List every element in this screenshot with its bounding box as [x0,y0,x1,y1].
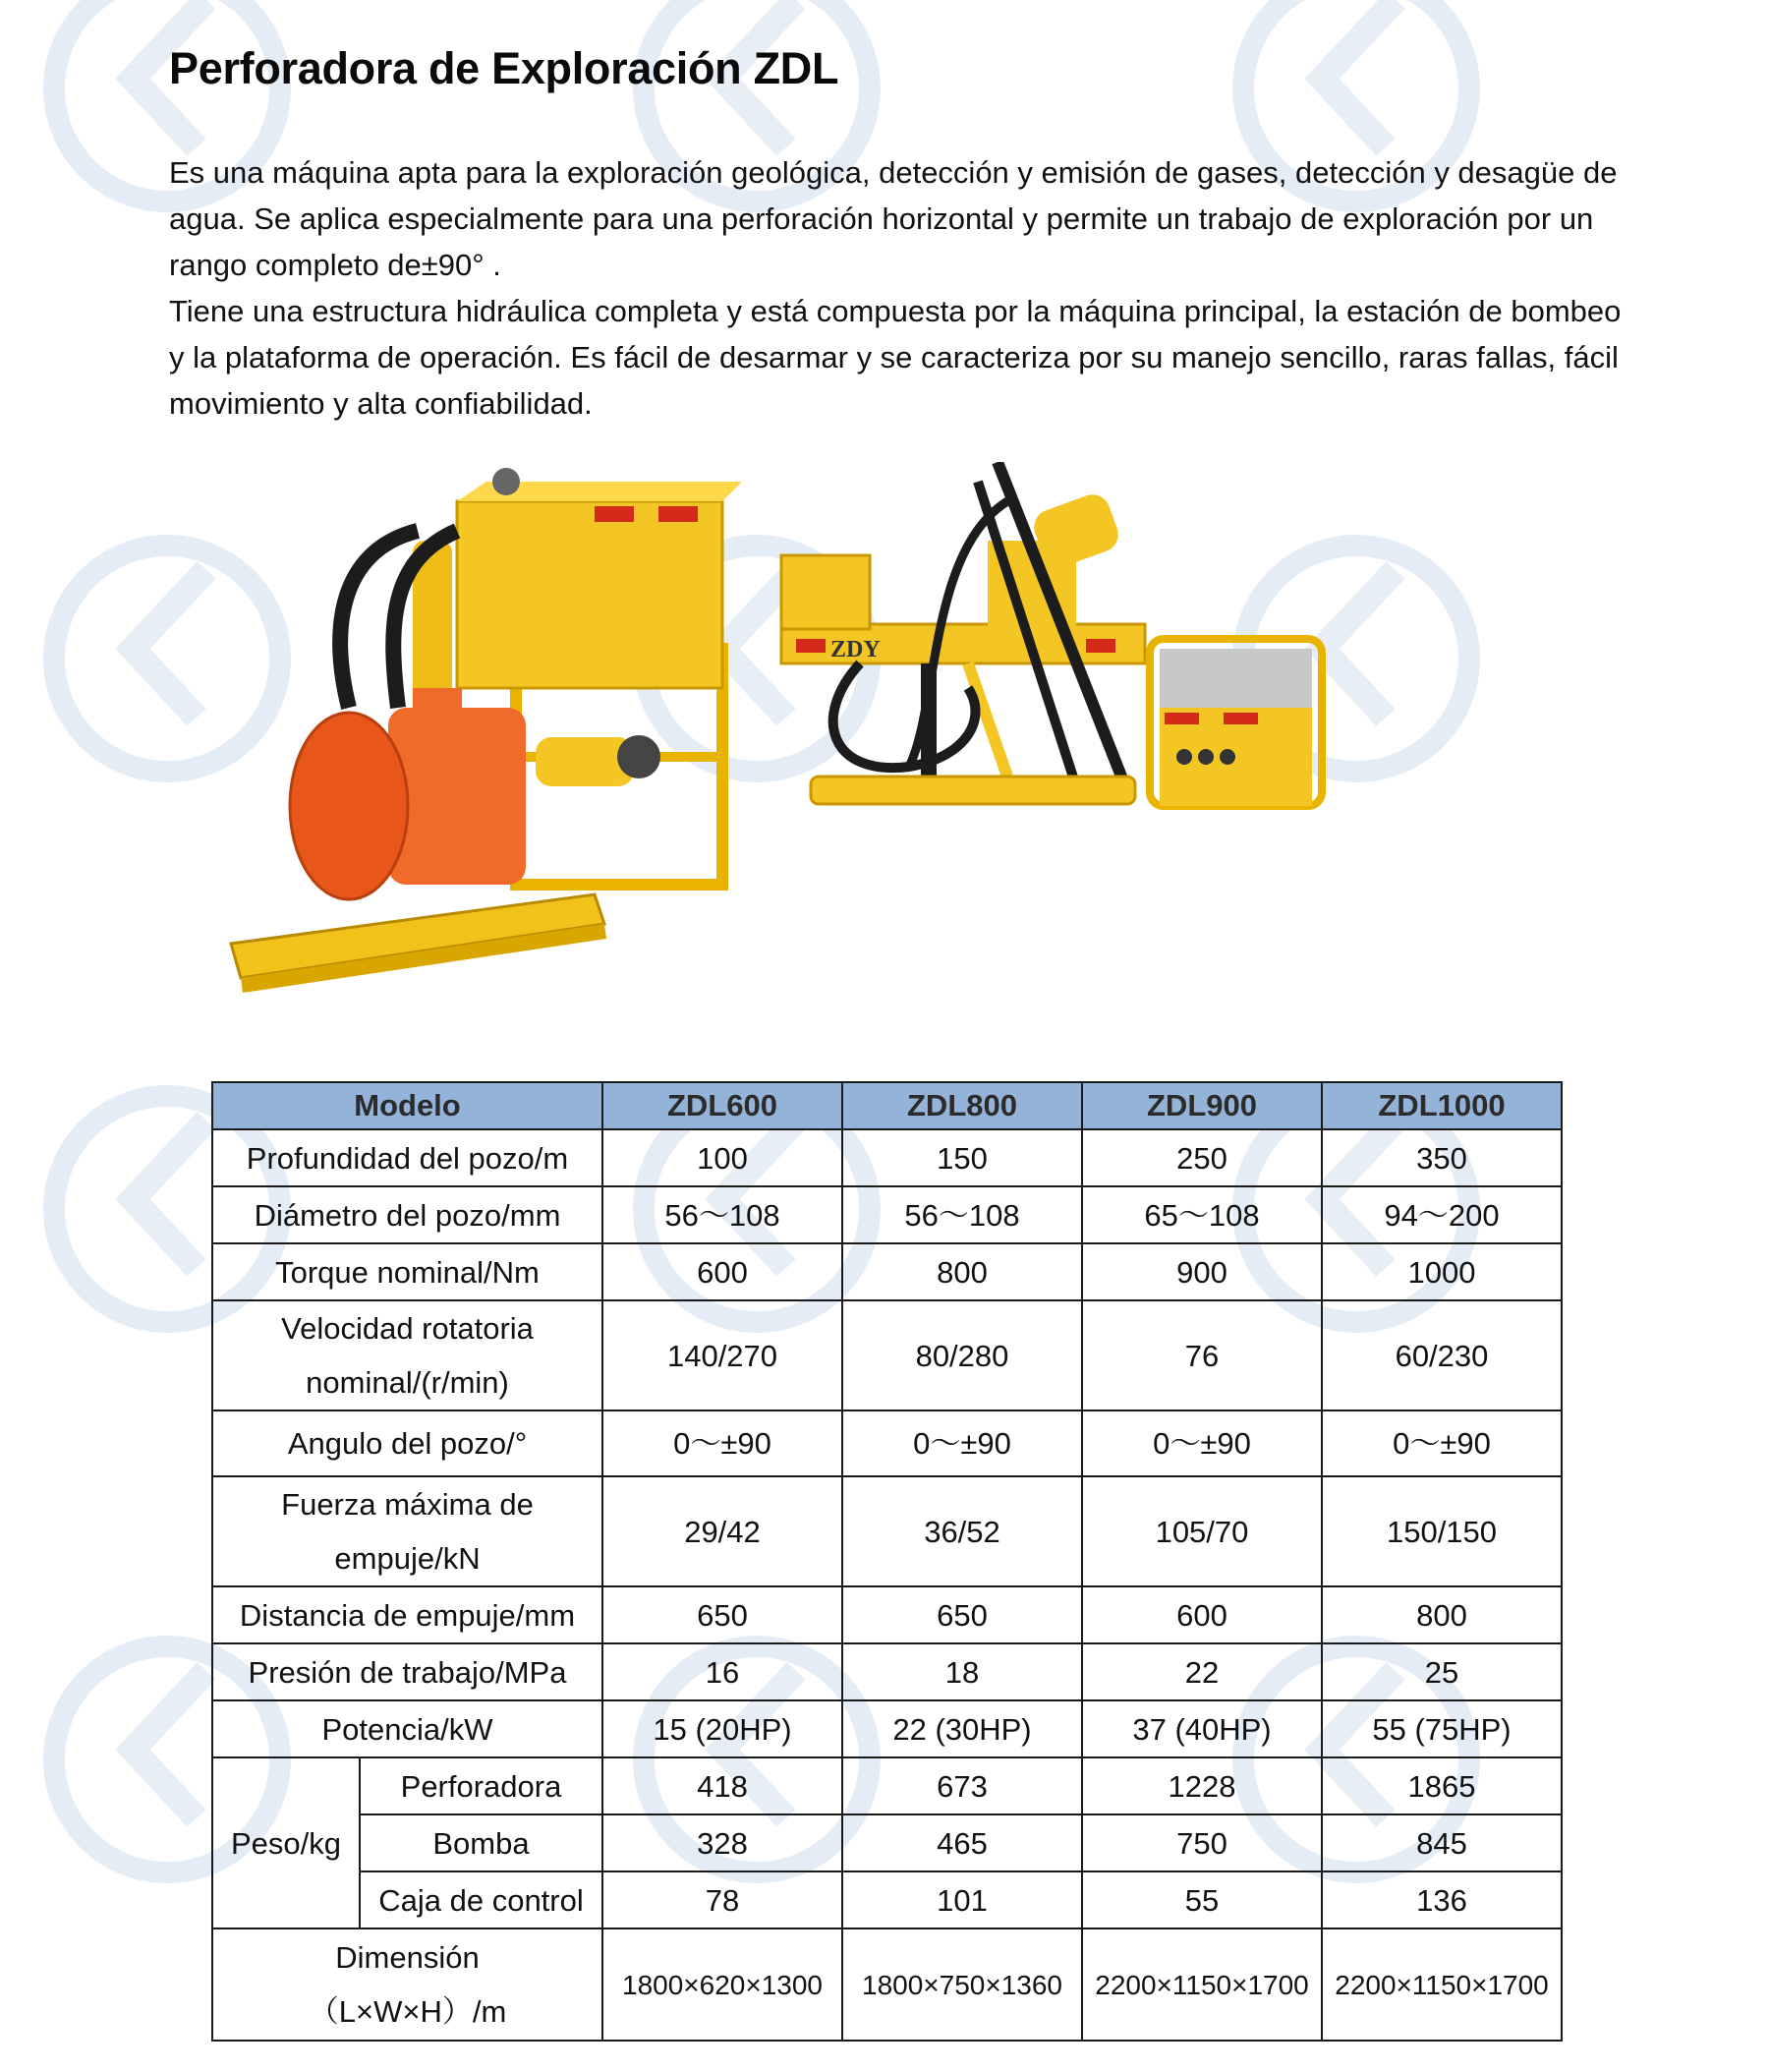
row-label [212,1928,602,2041]
header-cell: ZDL1000 [1322,1082,1562,1129]
table-cell: 56～108 [602,1186,842,1243]
table-row-dimension [212,1928,1562,2041]
description-paragraph: Tiene una estructura hidráulica completa y está compuesta por la máquina principal, la estación de bombeo y la plataforma de operación. Es fácil de desarmar y se caracteriza por su manejo sencillo, raras fallas, fácil movimiento y alta confiabilidad. [169,294,1622,421]
table-cell: 18 [842,1643,1082,1700]
table-cell: 465 [842,1814,1082,1871]
table-cell: 25 [1322,1643,1562,1700]
table-row-pressure [212,1643,1562,1700]
table-row-diameter [212,1186,1562,1243]
table-cell: 2200×1150×1700 [1082,1928,1322,2041]
table-cell: 150/150 [1322,1476,1562,1586]
table-cell: 750 [1082,1814,1322,1871]
row-label: Distancia de empuje/mm [212,1586,602,1643]
table-cell: 328 [602,1814,842,1871]
table-cell: 418 [602,1757,842,1814]
row-label-line: empuje/kN [334,1541,481,1576]
row-group-label: Peso/kg [212,1757,360,1928]
row-label-line: Fuerza máxima de [281,1487,534,1522]
table-cell: 65～108 [1082,1186,1322,1243]
header-cell: ZDL800 [842,1082,1082,1129]
row-label: Potencia/kW [212,1700,602,1757]
table-cell: 76 [1082,1300,1322,1410]
table-cell: 136 [1322,1871,1562,1928]
table-cell: 673 [842,1757,1082,1814]
row-label-line: Dimensión [335,1940,480,1975]
table-cell: 16 [602,1643,842,1700]
pump-station-illustration [231,468,742,993]
header-cell: Modelo [212,1082,602,1129]
table-cell: 0～±90 [602,1410,842,1476]
description-paragraph: Es una máquina apta para la exploración geológica, detección y emisión de gases, detección y desagüe de agua. Se aplica especialmente para una perforación horizontal y permite un trabajo de exploración por un rango completo de±90° . [169,155,1618,282]
table-cell: 650 [842,1586,1082,1643]
product-image [221,462,1538,1012]
table-row-depth [212,1129,1562,1186]
description [169,149,1624,427]
control-console-illustration [1150,639,1322,806]
row-label: Presión de trabajo/MPa [212,1643,602,1700]
table-row-torque [212,1243,1562,1300]
table-cell: 56～108 [842,1186,1082,1243]
table-cell: 350 [1322,1129,1562,1186]
table-cell: 250 [1082,1129,1322,1186]
table-cell: 900 [1082,1243,1322,1300]
table-cell: 55 (75HP) [1322,1700,1562,1757]
table-cell: 101 [842,1871,1082,1928]
table-cell: 2200×1150×1700 [1322,1928,1562,2041]
table-cell: 845 [1322,1814,1562,1871]
table-cell: 140/270 [602,1300,842,1410]
table-cell: 1800×750×1360 [842,1928,1082,2041]
table-row-speed [212,1300,1562,1410]
table-row-angle [212,1410,1562,1476]
row-label [212,1476,602,1586]
row-label: Diámetro del pozo/mm [212,1186,602,1243]
table-cell: 600 [1082,1586,1322,1643]
table-row-weight-pump [212,1814,1562,1871]
table-cell: 29/42 [602,1476,842,1586]
table-row-weight-control [212,1871,1562,1928]
row-label: Angulo del pozo/° [212,1410,602,1476]
table-cell: 22 (30HP) [842,1700,1082,1757]
table-cell: 78 [602,1871,842,1928]
table-cell: 600 [602,1243,842,1300]
table-row-weight-drill [212,1757,1562,1814]
drilling-rig-illustration [781,462,1145,804]
table-cell: 0～±90 [1322,1410,1562,1476]
page-title: Perforadora de Exploración ZDL [169,43,839,94]
table-cell: 15 (20HP) [602,1700,842,1757]
table-cell: 0～±90 [842,1410,1082,1476]
row-label-line: Velocidad rotatoria [281,1311,534,1346]
table-row-thrust [212,1476,1562,1586]
spec-table [211,1081,1563,2042]
row-sublabel: Caja de control [360,1871,602,1928]
row-label-line: nominal/(r/min) [306,1365,509,1400]
table-cell: 100 [602,1129,842,1186]
table-cell: 800 [842,1243,1082,1300]
row-label-line: （L×W×H）/m [308,1994,507,2029]
row-sublabel: Bomba [360,1814,602,1871]
table-cell: 650 [602,1586,842,1643]
table-row-power [212,1700,1562,1757]
rig-label: ZDY [830,637,881,662]
table-cell: 22 [1082,1643,1322,1700]
table-cell: 1800×620×1300 [602,1928,842,2041]
table-cell: 37 (40HP) [1082,1700,1322,1757]
table-cell: 80/280 [842,1300,1082,1410]
table-cell: 1865 [1322,1757,1562,1814]
table-row-stroke [212,1586,1562,1643]
table-cell: 800 [1322,1586,1562,1643]
row-label [212,1300,602,1410]
table-cell: 55 [1082,1871,1322,1928]
header-cell: ZDL900 [1082,1082,1322,1129]
table-cell: 60/230 [1322,1300,1562,1410]
row-sublabel: Perforadora [360,1757,602,1814]
table-cell: 0～±90 [1082,1410,1322,1476]
header-cell: ZDL600 [602,1082,842,1129]
table-cell: 1000 [1322,1243,1562,1300]
table-cell: 1228 [1082,1757,1322,1814]
table-cell: 150 [842,1129,1082,1186]
table-header-row [212,1082,1562,1129]
row-label: Torque nominal/Nm [212,1243,602,1300]
row-label: Profundidad del pozo/m [212,1129,602,1186]
table-cell: 94～200 [1322,1186,1562,1243]
table-cell: 105/70 [1082,1476,1322,1586]
table-cell: 36/52 [842,1476,1082,1586]
